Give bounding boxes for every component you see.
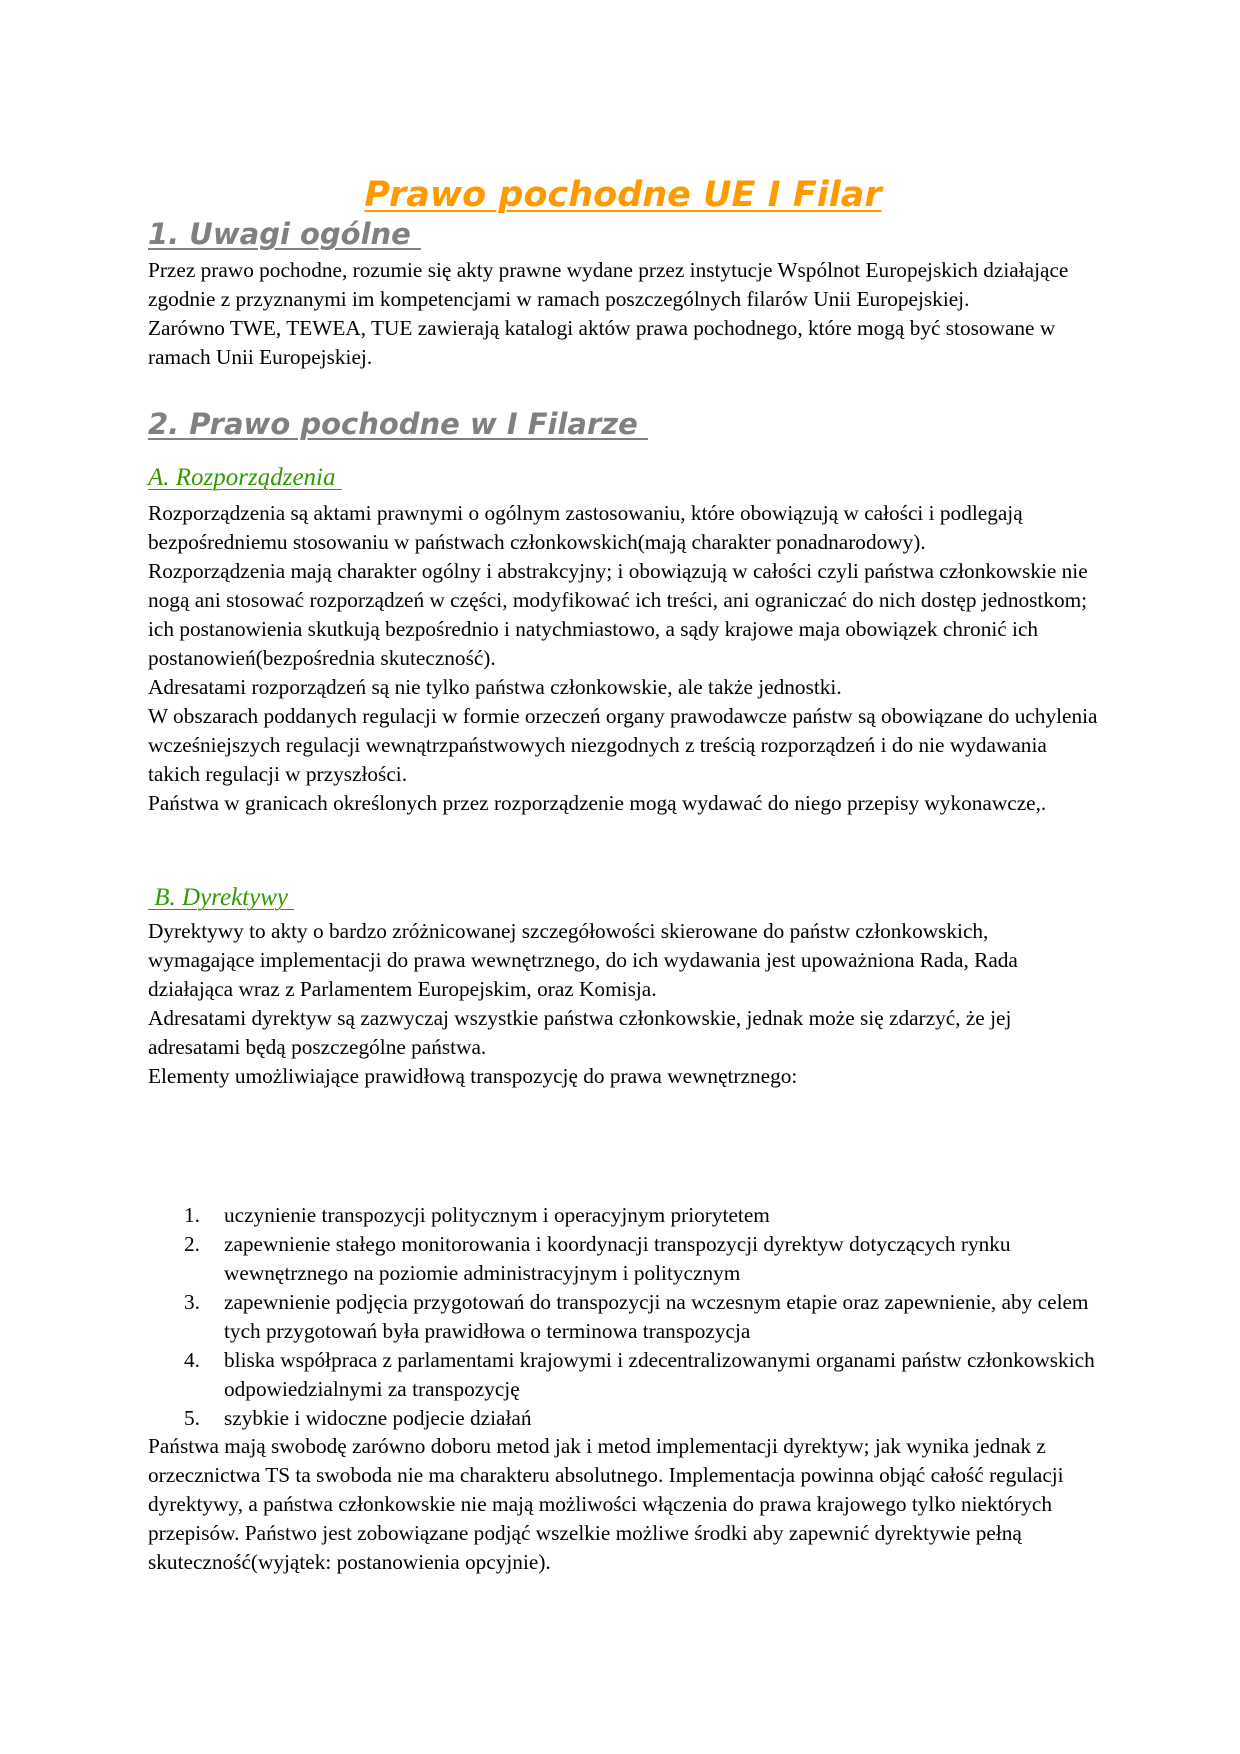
paragraph: Państwa w granicach określonych przez rozporządzenie mogą wydawać do niego przepisy wykonawcze,.: [148, 791, 1047, 815]
list-item-text: zapewnienie stałego monitorowania i koordynacji transpozycji dyrektyw dotyczących rynku wewnętrznego na poziomie administracyjnym i politycznym: [224, 1232, 1011, 1285]
transposition-elements-list: [148, 1201, 1098, 1433]
paragraph: Adresatami dyrektyw są zazwyczaj wszystkie państwa członkowskie, jednak może się zdarzyć, że jej adresatami będą poszczególne państwa.: [148, 1006, 1012, 1059]
paragraph: Elementy umożliwiające prawidłową transpozycję do prawa wewnętrznego:: [148, 1064, 798, 1088]
list-item-text: szybkie i widoczne podjecie działań: [224, 1406, 532, 1430]
list-item-text: zapewnienie podjęcia przygotowań do transpozycji na wczesnym etapie oraz zapewnienie, aby celem tych przygotowań była prawidłowa o terminowa transpozycja: [224, 1290, 1089, 1343]
list-item: [148, 1288, 1098, 1346]
list-number: 3.: [184, 1290, 200, 1314]
subsection-b-closing: [148, 1432, 1098, 1577]
list-item: [148, 1346, 1098, 1404]
paragraph: Państwa mają swobodę zarówno doboru metod jak i metod implementacji dyrektyw; jak wynika jednak z orzecznictwa TS ta swoboda nie ma charakteru absolutnego. Implementacja powinna objąć całość regulacji dyrektywy, a państwa członkowskie nie mają możliwości włączenia do prawa krajowego tylko niektórych przepisów. Państwo jest zobowiązane podjąć wszelkie możliwe środki aby zapewnić dyrektywie pełną skuteczność(wyjątek: postanowienia opcyjnie).: [148, 1434, 1064, 1574]
list-number: 5.: [184, 1406, 200, 1430]
document-title: Prawo pochodne UE I Filar: [364, 175, 882, 215]
subsection-b-body: [148, 917, 1098, 1091]
list-item: [148, 1201, 1098, 1230]
list-number: 2.: [184, 1232, 200, 1256]
subsection-a-heading: A. Rozporządzenia: [148, 464, 342, 491]
section-1-heading: 1. Uwagi ogólne: [148, 217, 421, 251]
paragraph: Rozporządzenia są aktami prawnymi o ogólnym zastosowaniu, które obowiązują w całości i podlegają bezpośredniemu stosowaniu w państwach członkowskich(mają charakter ponadnarodowy).: [148, 501, 1023, 554]
section-1-body: [148, 256, 1098, 372]
list-item-text: bliska współpraca z parlamentami krajowymi i zdecentralizowanymi organami państw członkowskich odpowiedzialnymi za transpozycję: [224, 1348, 1095, 1401]
section-2-heading: 2. Prawo pochodne w I Filarze: [148, 407, 648, 441]
paragraph: W obszarach poddanych regulacji w formie orzeczeń organy prawodawcze państw są obowiązane do uchylenia wcześniejszych regulacji wewnątrzpaństwowych niezgodnych z treścią rozporządzeń i do nie wydawania takich regulacji w przyszłości.: [148, 704, 1098, 786]
paragraph: Przez prawo pochodne, rozumie się akty prawne wydane przez instytucje Wspólnot Europejskich działające zgodnie z przyznanymi im kompetencjami w ramach poszczególnych filarów Unii Europejskiej.: [148, 258, 1069, 311]
paragraph: Zarówno TWE, TEWEA, TUE zawierają katalogi aktów prawa pochodnego, które mogą być stosowane w ramach Unii Europejskiej.: [148, 316, 1056, 369]
subsection-a-body: [148, 499, 1098, 818]
list-item: [148, 1404, 1098, 1433]
list-number: 4.: [184, 1348, 200, 1372]
paragraph: Adresatami rozporządzeń są nie tylko państwa członkowskie, ale także jednostki.: [148, 675, 842, 699]
paragraph: Rozporządzenia mają charakter ogólny i abstrakcyjny; i obowiązują w całości czyli państwa członkowskie nie nogą ani stosować rozporządzeń w części, modyfikować ich treści, ani ograniczać do nich dostęp jednostkom; ich postanowienia skutkują bezpośrednio i natychmiastowo, a sądy krajowe maja obowiązek chronić ich postanowień(bezpośrednia skuteczność).: [148, 559, 1088, 670]
list-item-text: uczynienie transpozycji politycznym i operacyjnym priorytetem: [224, 1203, 770, 1227]
subsection-b-heading: B. Dyrektywy: [148, 884, 295, 911]
paragraph: Dyrektywy to akty o bardzo zróżnicowanej szczegółowości skierowane do państw członkowskich, wymagające implementacji do prawa wewnętrznego, do ich wydawania jest upoważniona Rada, Rada działająca wraz z Parlamentem Europejskim, oraz Komisja.: [148, 919, 1018, 1001]
list-number: 1.: [184, 1203, 200, 1227]
list-item: [148, 1230, 1098, 1288]
